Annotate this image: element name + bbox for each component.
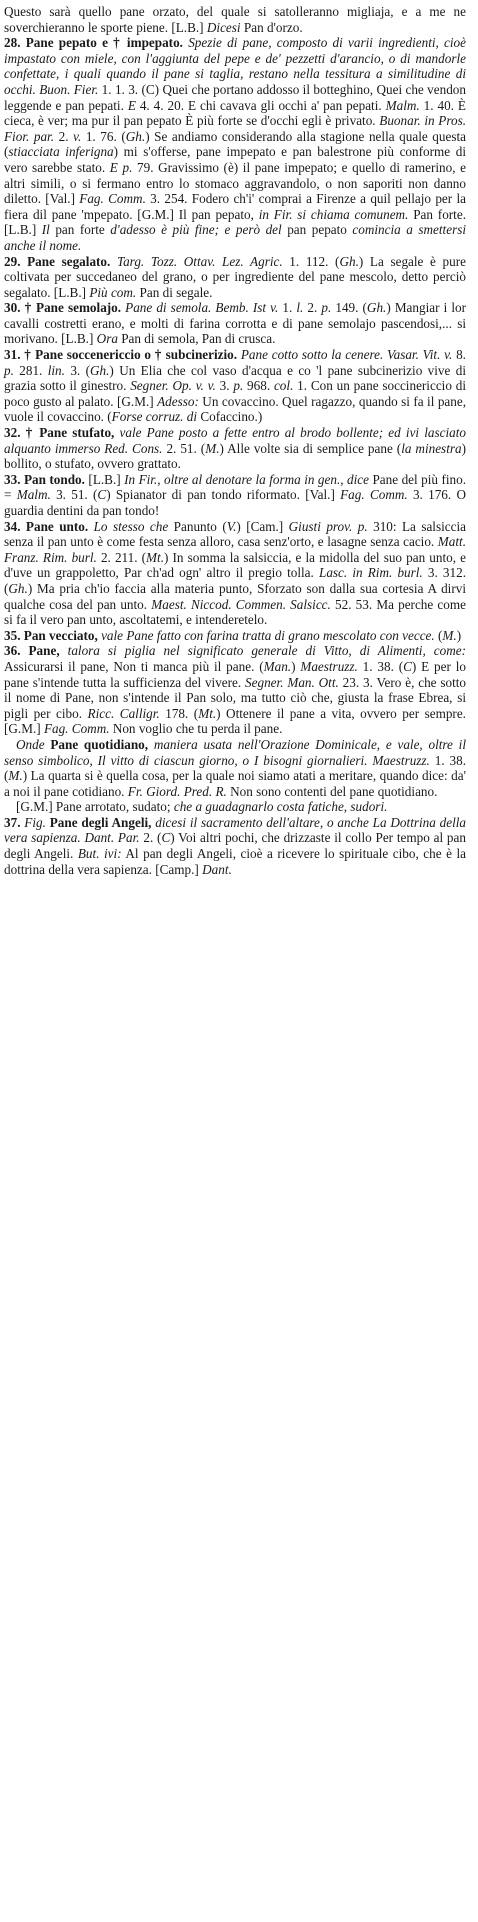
italic-text: C bbox=[161, 830, 171, 846]
italic-text: Fag. Comm. bbox=[340, 487, 408, 503]
italic-text: M. bbox=[442, 627, 457, 643]
body-text: ) Spianator di pan tondo riformato. [Val.] bbox=[106, 487, 341, 503]
italic-text: Gh. bbox=[8, 580, 28, 596]
italic-text: stiacciata inferigna bbox=[8, 144, 114, 160]
italic-text: Forse corruz. di bbox=[111, 409, 198, 425]
italic-text: Più com. bbox=[89, 284, 137, 300]
italic-text: Spezie di pane, composto di varii ingredienti, cioè impastato con miele, con l'aggiunta del pepe e de' pezzetti d'arancio, o di mandorle confettate, i quali quando il pane si taglia, restano nella tessitura a similitudine di occhi. Buon. Fier. bbox=[4, 35, 467, 97]
body-text: 2. bbox=[303, 300, 322, 316]
entry-headword: 34. Pane unto. bbox=[4, 518, 94, 534]
entry-headword: 35. Pan vecciato, bbox=[4, 627, 102, 643]
entry-30-pane-semolajo bbox=[4, 300, 466, 347]
body-text: Pan d'orzo. bbox=[240, 19, 303, 35]
italic-text: E p. bbox=[109, 159, 133, 175]
italic-text: p. bbox=[4, 362, 14, 378]
body-text: 1. 38. ( bbox=[357, 658, 404, 674]
body-text: 1. 40. È cieca, è ver; ma pur il pan pepato È più forte se d'occhi egli è privato. bbox=[4, 97, 466, 129]
italic-text: In Fir., oltre al denotare la forma in gen., dice bbox=[124, 471, 369, 487]
italic-text: Lo stesso che bbox=[93, 518, 169, 534]
body-text: ) Ma pria ch'io faccia alla materia punto, Sforzato son dalla sua cortesia A dirvi qualche cosa del pan unto. bbox=[4, 580, 466, 612]
body-text: ) Se andiamo considerando alla stagione nella quale questa ( bbox=[4, 128, 466, 160]
italic-text: dicesi il sacramento dell'altare, o anche La Dottrina della vera sapienza. Dant. Par. bbox=[4, 814, 467, 846]
entry-36-pane-vitto bbox=[4, 643, 466, 737]
italic-text: Ricc. Calligr. bbox=[87, 705, 160, 721]
entry-headword: 28. Pane pepato e † impepato. bbox=[4, 35, 189, 51]
entry-31-pane-soccenericcio bbox=[4, 347, 466, 425]
italic-text: Adesso: bbox=[157, 393, 199, 409]
italic-text: C bbox=[97, 487, 107, 503]
body-text: [G.M.] Pane arrotato, sudato; bbox=[16, 799, 174, 815]
body-text: 3. ( bbox=[64, 362, 90, 378]
entry-35-pan-vecciato bbox=[4, 628, 466, 644]
body-text: Pan forte. [L.B.] bbox=[4, 206, 466, 238]
body-text: 1. 76. ( bbox=[81, 128, 126, 144]
body-text: Pane del più fino. = bbox=[4, 471, 467, 503]
body-text: [L.B.] bbox=[88, 471, 125, 487]
body-text: ) Un Elia che col vaso d'acqua e co 'l pane subcinerizio vive di grazia sotto il ginestro. bbox=[4, 362, 467, 394]
body-text: 4. 4. 20. E chi cavava gli occhi a' pan pepati. bbox=[135, 97, 386, 113]
body-text: 1. Con un pane soccinericcio di poco gusto al palato. [G.M.] bbox=[4, 378, 467, 409]
italic-text: talora si piglia nel significato generale di Vitto, di Alimenti, come: bbox=[67, 643, 466, 659]
entry-headword: 36. Pane, bbox=[4, 643, 68, 659]
italic-text: Segner. Op. v. v. bbox=[130, 378, 216, 394]
italic-text: Gh. bbox=[339, 253, 359, 269]
italic-text: Fr. Giord. Pred. R. bbox=[127, 783, 227, 799]
entry-29-pane-segalato bbox=[4, 254, 466, 301]
body-text: Un covaccino. Quel ragazzo, quando si fa il pane, vuole il covaccino. ( bbox=[4, 393, 467, 425]
italic-text: d'adesso è più fine; e però del bbox=[110, 222, 282, 238]
entry-33-pan-tondo bbox=[4, 472, 466, 519]
body-text: ) Alle volte sia di semplice pane ( bbox=[219, 440, 402, 456]
body-text: Pan di semola, Pan di crusca. bbox=[117, 331, 276, 347]
body-text: 3. 51. ( bbox=[50, 487, 98, 503]
entry-28-pane-pepato bbox=[4, 35, 466, 253]
italic-text: Malm. bbox=[385, 97, 420, 113]
body-text: 2. 51. ( bbox=[162, 440, 206, 456]
body-text: ) Mangiar i lor cavalli costretti erano, e molti di farina corrotta e di pane semolajo pascendosi,... si morivano. [L.B.] bbox=[4, 300, 466, 347]
italic-text: Onde bbox=[16, 736, 45, 752]
italic-text: l. bbox=[296, 300, 304, 316]
italic-text: C bbox=[403, 658, 412, 674]
body-text: ) Ottenere il pane a vita, ovvero per sempre. [G.M.] bbox=[4, 705, 466, 737]
italic-text: Lasc. in Rim. burl. bbox=[318, 565, 423, 581]
body-text: ) E per lo pane s'intende tutta la sufficienza del vivere. bbox=[4, 658, 466, 690]
body-text: Cofaccino.) bbox=[197, 409, 263, 425]
italic-text: M. bbox=[8, 768, 23, 784]
body-text: 3. bbox=[215, 378, 234, 394]
italic-text: Maestruzz. bbox=[300, 658, 358, 674]
italic-text: Mt. bbox=[198, 705, 217, 721]
body-text: 1. 38. ( bbox=[4, 752, 466, 784]
italic-text: Giusti prov. p. bbox=[288, 518, 368, 534]
italic-text: p. bbox=[321, 300, 332, 316]
italic-text: comincia a smettersi anche il nome. bbox=[4, 222, 466, 253]
body-text: 3. 176. O guardia dentini da pan tondo! bbox=[4, 487, 466, 518]
body-text: ) [Cam.] bbox=[236, 518, 289, 534]
italic-text: in Fir. si chiama comunem. bbox=[258, 206, 409, 222]
body-text: 149. ( bbox=[331, 300, 367, 316]
italic-text: Buonar. in Pros. Fior. par. bbox=[4, 113, 466, 144]
body-text: 3. 254. Fodero ch'i' comprai a Firenze a quil pellajo per la fiera dil pane 'mpepato. [G.M.] Il pan pepato, bbox=[4, 191, 467, 222]
body-text: 52. 53. Ma perche come si fa il vero pan unto, ascoltatemi, e intenderetelo. bbox=[4, 596, 466, 628]
entry-headword: Pane degli Angeli, bbox=[45, 814, 156, 830]
italic-text: vale Pane posto a fette entro al brodo bollente; ed ivi lasciato alquanto immerso Red. Cons. bbox=[4, 425, 466, 456]
italic-text: Man. bbox=[263, 658, 292, 674]
italic-text: che a guadagnarlo costa fatiche, sudori. bbox=[173, 799, 388, 815]
italic-text: Gh. bbox=[366, 300, 387, 316]
italic-text: Gh. bbox=[90, 362, 110, 378]
italic-text: p. bbox=[233, 378, 244, 394]
italic-text: Gh. bbox=[125, 128, 146, 144]
body-text: 2. 211. ( bbox=[96, 549, 147, 565]
italic-text: Targ. Tozz. Ottav. Lez. Agric. bbox=[116, 253, 283, 269]
body-text: ) bbox=[291, 658, 301, 674]
body-text: 3. 312. ( bbox=[4, 565, 467, 596]
body-text: ) Voi altri pochi, che drizzaste il collo Per tempo al pan degli Angeli. bbox=[4, 830, 466, 862]
italic-text: Fag. Comm. bbox=[43, 721, 110, 737]
italic-text: lin. bbox=[47, 362, 65, 378]
body-text: Assicurarsi il pane, Non ti manca più il pane. ( bbox=[4, 658, 264, 674]
entry-36-pane-arrotato bbox=[4, 799, 466, 815]
entry-32-pane-stufato bbox=[4, 425, 466, 472]
body-text: pan pepato bbox=[281, 222, 353, 238]
italic-text: Dicesi bbox=[206, 19, 241, 35]
italic-text: maniera usata nell'Orazione Dominicale, e vale, oltre il senso simbolico, Il vitto di ciascun giorno, o I bisogni giornalieri. Maestruzz. bbox=[4, 736, 466, 768]
italic-text: Matt. Franz. Rim. burl. bbox=[4, 534, 466, 565]
italic-text: Fag. Comm. bbox=[79, 191, 146, 207]
body-text: Questo sarà quello pane orzato, del quale si satolleranno migliaja, e a me ne soverchieranno le sporte piene. [L.B.] bbox=[4, 4, 466, 35]
body-text: Al pan degli Angeli, cioè a ricevere lo spirituale cibo, che è la dottrina della vera sapienza. [Camp.] bbox=[4, 846, 466, 877]
body-text: ) In somma la salsiccia, e la midolla del suo pan unto, e d'uve un grappoletto, Par ch'ad ogn' altro il pregio tolla. bbox=[4, 549, 466, 581]
italic-text: But. ivi: bbox=[77, 846, 122, 862]
italic-text: Segner. Man. Ott. bbox=[245, 674, 339, 690]
entry-headword: 37. bbox=[4, 814, 25, 830]
body-text: Non sono contenti del pane quotidiano. bbox=[226, 783, 438, 799]
italic-text: Maest. Niccod. Commen. Salsicc. bbox=[151, 596, 331, 612]
body-text: 2. bbox=[54, 128, 74, 144]
italic-text: Mt. bbox=[146, 549, 164, 565]
body-text: 968. bbox=[243, 378, 274, 394]
italic-text: Dant. bbox=[202, 861, 232, 877]
italic-text: vale Pane fatto con farina tratta di grano mescolato con vecce. bbox=[101, 627, 435, 643]
entry-headword: 29. Pane segalato. bbox=[4, 253, 117, 269]
italic-text: V. bbox=[226, 518, 237, 534]
body-text: 1. bbox=[278, 300, 297, 316]
body-text: 310: La salsiccia senza il pan unto è come festa senza alloro, casa senz'orto, e lasagne senza cacio. bbox=[4, 518, 466, 550]
entry-headword: 30. † Pane semolajo. bbox=[4, 300, 126, 316]
body-text: ( bbox=[434, 627, 443, 643]
entry-headword: Pane quotidiano, bbox=[44, 736, 154, 752]
italic-text: col. bbox=[273, 378, 294, 394]
italic-text: Il bbox=[41, 222, 50, 238]
entry-37-pane-degli-angeli bbox=[4, 815, 466, 877]
italic-text: la minestra bbox=[401, 440, 462, 456]
body-text: ) La segale è pure coltivata per succedaneo del grano, o per ingrediente del pane mescolo, detto perciò segalato. [L.B.] bbox=[4, 253, 466, 300]
body-text: 23. 3. Vero è, che sotto il nome di Pane, non s'intende il Pan solo, ma tutto ciò che, giusta la frase Ebrea, si pigli per cibo. bbox=[4, 674, 467, 721]
body-text: 79. Gravissimo (è) il pane impepato; e quello di ramerino, e altri simili, o si fermano entro lo stomaco aggravandolo, o non saporiti non danno diletto. [Val.] bbox=[4, 159, 466, 207]
italic-text: Pane di semola. Bemb. Ist v. bbox=[125, 300, 279, 316]
entry-36-pane-quotidiano bbox=[4, 737, 466, 799]
body-text: 178. ( bbox=[159, 705, 199, 721]
body-text: 281. bbox=[13, 362, 48, 378]
body-text: Pan di segale. bbox=[136, 284, 213, 300]
entry-headword: 32. † Pane stufato, bbox=[4, 425, 120, 441]
body-text: ) bollito, o stufato, ovvero grattato. bbox=[4, 440, 466, 472]
italic-text: v. bbox=[73, 128, 82, 144]
body-text: 1. 1. 3. (C) Quei che portano addosso il botteghino, Quei che vendon leggende e pan pepati. bbox=[4, 81, 466, 113]
italic-text: Malm. bbox=[16, 487, 51, 503]
entry-continuation bbox=[4, 4, 466, 35]
body-text: pan forte bbox=[49, 222, 111, 238]
entry-headword: 33. Pan tondo. bbox=[4, 471, 89, 487]
body-text: Non voglio che tu perda il pane. bbox=[109, 721, 283, 737]
entry-headword: 31. † Pane soccenericcio o † subcinerizio. bbox=[4, 347, 241, 363]
body-text: 1. 112. ( bbox=[282, 253, 340, 269]
entry-34-pane-unto bbox=[4, 519, 466, 628]
body-text: 2. ( bbox=[139, 830, 162, 846]
body-text: Panunto ( bbox=[168, 518, 227, 534]
body-text: ) La quarta si è quella cosa, per la quale noi siamo atati a meritare, quando dice: da' a noi il pane cotidiano. bbox=[4, 768, 466, 799]
italic-text: Ora bbox=[96, 331, 118, 347]
italic-text: M. bbox=[205, 440, 220, 456]
italic-text: Pane cotto sotto la cenere. Vasar. Vit. v. bbox=[240, 347, 453, 363]
body-text: ) mi s'offerse, pane impepato e pan balestrone più conforme di vero sarebbe stato. bbox=[4, 144, 466, 175]
body-text: 8. bbox=[452, 347, 466, 363]
italic-text: Fig. bbox=[24, 814, 46, 830]
body-text: ) bbox=[456, 627, 462, 643]
italic-text: E bbox=[127, 97, 136, 113]
